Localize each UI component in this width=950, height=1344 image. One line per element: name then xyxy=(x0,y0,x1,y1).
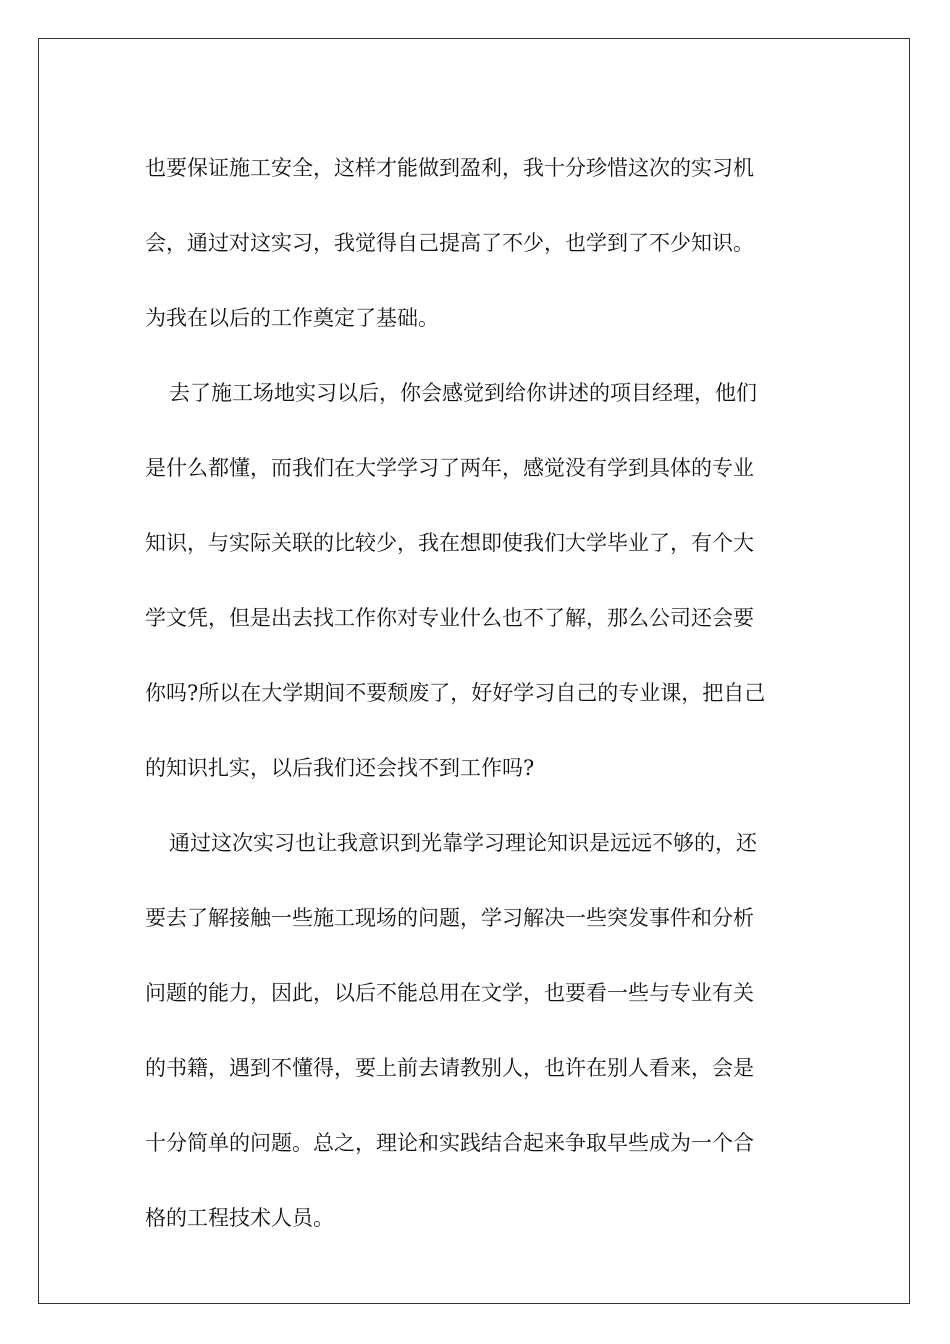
text-line: 格的工程技术人员。 xyxy=(145,1206,334,1230)
text-line: 十分简单的问题。总之，理论和实践结合起来争取早些成为一个合 xyxy=(145,1131,754,1155)
paragraph-start-line: 去了施工场地实习以后，你会感觉到给你讲述的项目经理，他们 xyxy=(169,381,757,405)
text-line: 的知识扎实，以后我们还会找不到工作吗? xyxy=(145,756,535,780)
text-line: 问题的能力，因此，以后不能总用在文学，也要看一些与专业有关 xyxy=(145,981,754,1005)
paragraph-start-line: 通过这次实习也让我意识到光靠学习理论知识是远远不够的，还 xyxy=(169,831,757,855)
text-line: 是什么都懂，而我们在大学学习了两年，感觉没有学到具体的专业 xyxy=(145,456,754,480)
text-line: 的书籍，遇到不懂得，要上前去请教别人，也许在别人看来，会是 xyxy=(145,1056,754,1080)
text-line: 学文凭，但是出去找工作你对专业什么也不了解，那么公司还会要 xyxy=(145,606,754,630)
document-body xyxy=(145,131,815,1256)
text-line: 要去了解接触一些施工现场的问题，学习解决一些突发事件和分析 xyxy=(145,906,754,930)
text-line: 知识，与实际关联的比较少，我在想即使我们大学毕业了，有个大 xyxy=(145,531,754,555)
text-line: 也要保证施工安全，这样才能做到盈利，我十分珍惜这次的实习机 xyxy=(145,156,754,180)
text-line: 为我在以后的工作奠定了基础。 xyxy=(145,306,439,330)
text-line: 会，通过对这实习，我觉得自己提高了不少，也学到了不少知识。 xyxy=(145,231,754,255)
text-line: 你吗?所以在大学期间不要颓废了，好好学习自己的专业课，把自己 xyxy=(145,681,766,705)
